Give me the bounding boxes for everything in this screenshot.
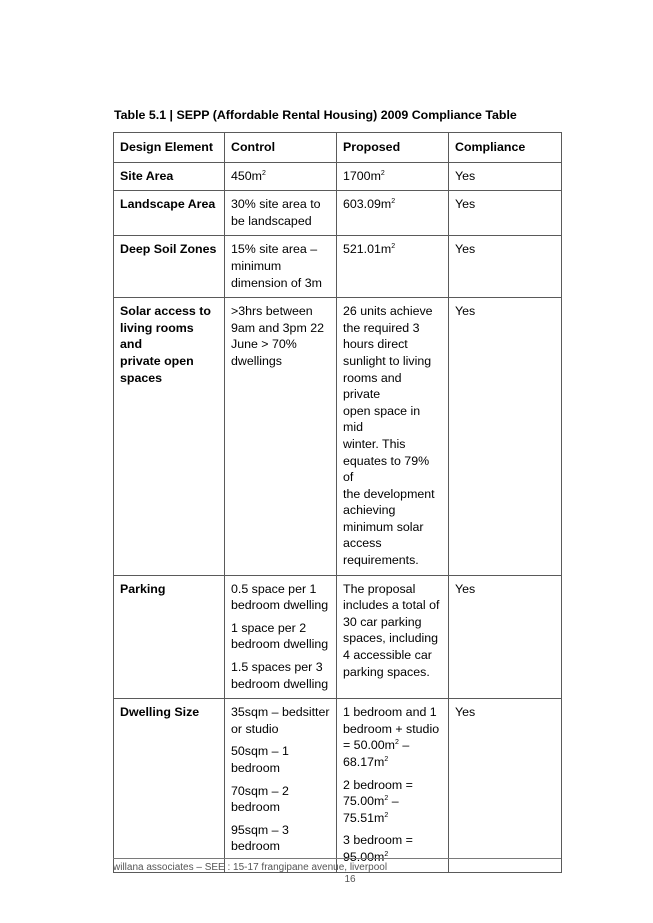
cell-line — [343, 754, 442, 771]
text-part: – — [398, 738, 410, 753]
cell-line — [343, 336, 442, 353]
table-row — [114, 236, 562, 298]
cell-control — [225, 162, 337, 191]
cell-line — [343, 793, 442, 810]
text-part: 95.00m — [343, 849, 385, 864]
table-header-row — [114, 133, 562, 163]
cell-line — [343, 303, 442, 320]
cell-compliance: Yes — [449, 236, 562, 298]
cell-line: Parking — [120, 581, 166, 596]
text-part: >3hrs between — [231, 304, 313, 319]
text-part: The proposal — [343, 581, 416, 596]
cell-line — [231, 353, 330, 370]
cell-line — [343, 552, 442, 569]
cell-line — [343, 196, 442, 213]
cell-line: bedroom dwelling — [231, 676, 329, 691]
cell-line — [343, 721, 442, 738]
text-part: = 50.00m — [343, 738, 396, 753]
cell-line: Dwelling Size — [120, 705, 200, 720]
cell-proposed — [337, 699, 449, 872]
cell-line — [343, 614, 442, 631]
text-part: sunlight to living — [343, 353, 432, 368]
cell-design-element — [114, 575, 225, 699]
cell-line — [343, 535, 442, 552]
text-part: 1700m — [343, 168, 381, 183]
cell-line: Deep Soil Zones — [120, 242, 217, 257]
cell-design-element — [114, 699, 225, 872]
cell-line — [343, 370, 442, 403]
superscript: 2 — [384, 795, 389, 803]
superscript: 2 — [384, 756, 389, 763]
table-row — [114, 162, 562, 191]
cell-control — [225, 575, 337, 699]
text-part: dimension of 3m — [231, 275, 322, 290]
cell-line — [343, 436, 442, 453]
cell-line: 1 space per 2 — [231, 620, 307, 635]
table-row — [114, 699, 562, 872]
cell-line — [231, 241, 330, 258]
cell-proposed — [337, 191, 449, 236]
cell-line — [343, 704, 442, 721]
text-part: bedroom + studio — [343, 721, 440, 736]
text-part: 3 bedroom = — [343, 833, 413, 848]
cell-line: bedroom — [231, 839, 280, 854]
cell-line — [343, 777, 442, 794]
cell-line: bedroom dwelling — [231, 598, 329, 613]
cell-line — [231, 213, 330, 230]
superscript: 2 — [380, 169, 385, 177]
cell-line: private open — [120, 353, 194, 368]
cell-proposed — [337, 575, 449, 699]
cell-control — [225, 699, 337, 872]
text-part: requirements. — [343, 553, 419, 568]
superscript: 2 — [262, 169, 266, 177]
text-part: 30% site area to — [231, 197, 321, 212]
text-part: 26 units achieve — [343, 304, 433, 319]
cell-line: 1.5 spaces per 3 — [231, 660, 323, 675]
cell-line — [343, 502, 442, 519]
text-part: parking spaces. — [343, 664, 430, 679]
cell-proposed — [337, 236, 449, 298]
header-design-element: Design Element — [114, 133, 225, 163]
text-part: dwellings — [231, 353, 282, 368]
compliance-table — [113, 132, 562, 873]
header-compliance: Compliance — [449, 133, 562, 163]
cell-line — [231, 275, 330, 292]
text-part: 9am and 3pm 22 — [231, 320, 324, 335]
cell-line — [343, 647, 442, 664]
cell-line: living rooms and — [120, 320, 194, 352]
cell-design-element — [114, 236, 225, 298]
cell-line — [231, 196, 330, 213]
cell-line — [343, 664, 442, 681]
cell-line: 95sqm – 3 — [231, 822, 289, 837]
cell-compliance: Yes — [449, 298, 562, 576]
cell-line — [343, 810, 442, 827]
cell-compliance: Yes — [449, 699, 562, 872]
text-part: 521.01m — [343, 242, 392, 257]
superscript: 2 — [384, 811, 389, 819]
cell-line — [231, 168, 330, 185]
cell-line — [343, 519, 442, 536]
cell-line — [231, 320, 330, 337]
cell-line: or studio — [231, 721, 279, 736]
text-part: June > 70% — [231, 337, 297, 352]
cell-line: bedroom — [231, 800, 280, 815]
text-part: 4 accessible car — [343, 648, 432, 663]
cell-line — [343, 597, 442, 614]
text-part: minimum — [231, 258, 282, 273]
text-part: winter. This — [343, 436, 406, 451]
cell-proposed — [337, 298, 449, 576]
header-control: Control — [225, 133, 337, 163]
cell-control — [225, 191, 337, 236]
text-part: spaces, including — [343, 631, 439, 646]
text-part: access — [343, 536, 382, 551]
cell-proposed — [337, 162, 449, 191]
cell-line — [343, 320, 442, 337]
cell-line — [343, 832, 442, 849]
text-part: 1 bedroom and 1 — [343, 705, 437, 720]
cell-line — [343, 486, 442, 503]
cell-compliance: Yes — [449, 162, 562, 191]
cell-line — [343, 737, 442, 754]
cell-line: bedroom — [231, 761, 280, 775]
text-part: 75.51m — [343, 810, 385, 825]
page-number: 16 — [344, 874, 356, 885]
cell-line — [343, 168, 442, 185]
text-part: hours direct — [343, 337, 408, 352]
text-part: includes a total of — [343, 598, 440, 613]
footer-text: willana associates – SEE : 15-17 frangipane avenue, liverpool — [113, 862, 388, 873]
superscript: 2 — [391, 198, 396, 206]
cell-line: Site Area — [120, 168, 174, 183]
cell-line: 35sqm – bedsitter — [231, 705, 330, 720]
cell-design-element — [114, 162, 225, 191]
cell-line: Solar access to — [120, 304, 211, 319]
cell-line: 50sqm – 1 — [231, 744, 289, 759]
text-part: 450m — [231, 168, 262, 183]
cell-line: 70sqm – 2 — [231, 783, 289, 798]
text-part: 15% site area – — [231, 242, 318, 257]
cell-control — [225, 298, 337, 576]
header-proposed: Proposed — [337, 133, 449, 163]
text-part: 2 bedroom = — [343, 777, 413, 792]
cell-line — [231, 258, 330, 275]
text-part: 30 car parking — [343, 614, 422, 629]
table-row — [114, 298, 562, 576]
text-part: 75.00m — [343, 794, 385, 809]
superscript: 2 — [395, 739, 399, 747]
text-part: open space in mid — [343, 403, 421, 435]
cell-line: bedroom dwelling — [231, 637, 329, 652]
cell-line — [343, 403, 442, 436]
cell-line: Landscape Area — [120, 197, 216, 212]
table-row — [114, 191, 562, 236]
cell-design-element — [114, 191, 225, 236]
cell-compliance: Yes — [449, 191, 562, 236]
cell-line — [343, 353, 442, 370]
text-part: be landscaped — [231, 213, 312, 228]
text-part: minimum solar — [343, 519, 424, 534]
superscript: 2 — [391, 243, 396, 251]
text-part: 603.09m — [343, 197, 392, 212]
table-row — [114, 575, 562, 699]
superscript: 2 — [384, 850, 389, 858]
cell-line — [343, 581, 442, 598]
cell-line — [231, 303, 330, 320]
cell-design-element — [114, 298, 225, 576]
text-part: – — [388, 794, 399, 809]
cell-line — [231, 336, 330, 353]
cell-compliance: Yes — [449, 575, 562, 699]
text-part: the required 3 — [343, 320, 420, 335]
text-part: the development — [343, 486, 435, 501]
cell-control — [225, 236, 337, 298]
cell-line — [343, 453, 442, 486]
cell-line — [343, 241, 442, 258]
table-caption: Table 5.1 | SEPP (Affordable Rental Housing) 2009 Compliance Table — [114, 108, 517, 122]
text-part: 68.17m — [343, 755, 385, 769]
footer-rule — [113, 858, 561, 859]
text-part: achieving — [343, 503, 396, 518]
text-part: rooms and private — [343, 370, 402, 402]
cell-line — [343, 630, 442, 647]
cell-line: spaces — [120, 370, 163, 385]
cell-line: 0.5 space per 1 — [231, 581, 317, 596]
text-part: equates to 79% of — [343, 453, 430, 485]
